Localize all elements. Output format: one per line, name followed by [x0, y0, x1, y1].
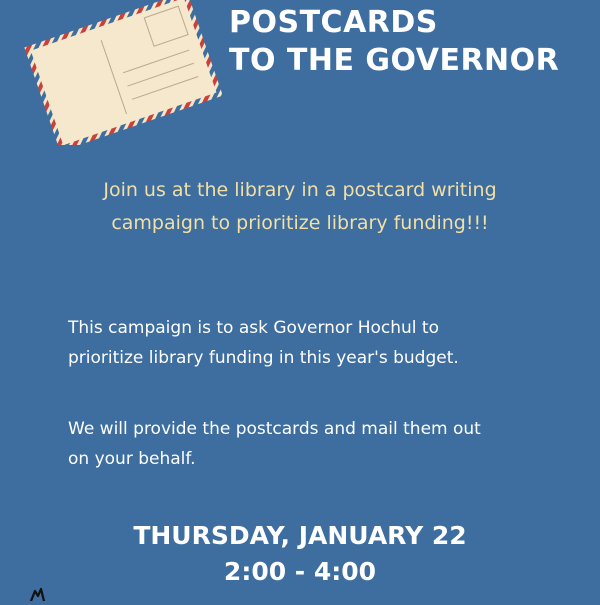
title-line-2: TO THE GOVERNOR [229, 43, 560, 78]
event-datetime [0, 518, 600, 590]
campaign-description [68, 313, 548, 373]
title-line-1: POSTCARDS [229, 5, 438, 40]
mailing-line-1: We will provide the postcards and mail them out [68, 419, 481, 439]
intro-line-1: Join us at the library in a postcard writing [103, 179, 497, 201]
description-line-2: prioritize library funding in this year's budget. [68, 348, 459, 368]
decorative-corner-icon [28, 586, 50, 600]
page-title [229, 4, 589, 80]
event-date: THURSDAY, JANUARY 22 [133, 521, 467, 550]
event-time: 2:00 - 4:00 [223, 557, 377, 586]
description-line-1: This campaign is to ask Governor Hochul to [68, 318, 439, 338]
intro-text [40, 174, 560, 240]
mailing-line-2: on your behalf. [68, 449, 196, 469]
intro-line-2: campaign to prioritize library funding!!! [111, 212, 489, 234]
mailing-note [68, 414, 548, 474]
airmail-postcard-icon [22, 0, 222, 145]
